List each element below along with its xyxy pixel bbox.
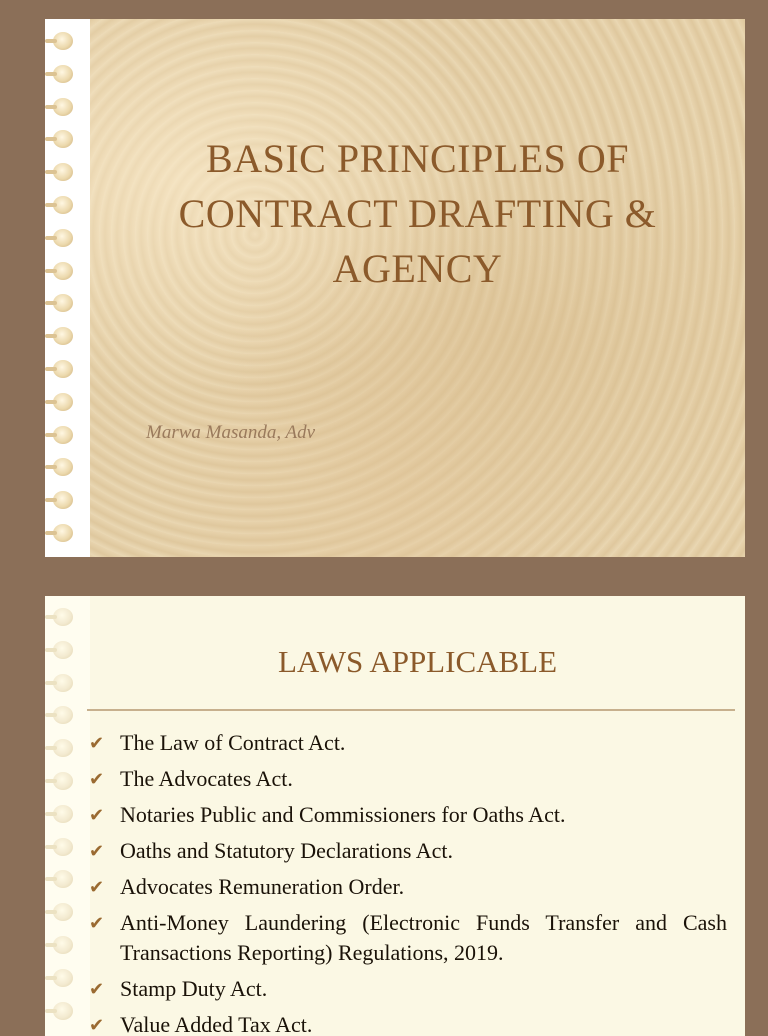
- list-item: [87, 908, 727, 968]
- spiral-binding: [45, 596, 90, 1036]
- list-item: [87, 800, 727, 830]
- law-text: The Advocates Act.: [120, 766, 293, 791]
- checkmark-icon: ✔: [89, 805, 105, 825]
- list-item: [87, 836, 727, 866]
- binding-ring: [53, 491, 73, 509]
- binding-ring: [53, 458, 73, 476]
- binding-ring: [53, 1002, 73, 1020]
- checkmark-icon: ✔: [89, 979, 105, 999]
- binding-ring: [53, 903, 73, 921]
- binding-ring: [53, 739, 73, 757]
- slide-title: LAWS APPLICABLE: [277, 644, 558, 679]
- binding-ring: [53, 426, 73, 444]
- binding-ring: [53, 130, 73, 148]
- binding-ring: [53, 805, 73, 823]
- author-name: Marwa Masanda, Adv: [146, 422, 316, 443]
- law-text: Advocates Remuneration Order.: [120, 874, 405, 899]
- list-item: [87, 764, 727, 794]
- binding-ring: [53, 360, 73, 378]
- binding-ring: [53, 674, 73, 692]
- list-item: [87, 728, 727, 758]
- binding-ring: [53, 393, 73, 411]
- presentation-title: [90, 131, 745, 296]
- binding-ring: [53, 229, 73, 247]
- binding-ring: [53, 838, 73, 856]
- title-line: AGENCY: [332, 246, 503, 291]
- binding-ring: [53, 706, 73, 724]
- checkmark-icon: ✔: [89, 1015, 105, 1035]
- binding-ring: [53, 870, 73, 888]
- laws-list: [87, 728, 727, 1036]
- binding-ring: [53, 262, 73, 280]
- title-slide: [45, 19, 745, 557]
- title-line: BASIC PRINCIPLES OF: [206, 136, 629, 181]
- binding-ring: [53, 65, 73, 83]
- law-text: Stamp Duty Act.: [120, 976, 268, 1001]
- checkmark-icon: ✔: [89, 769, 105, 789]
- binding-ring: [53, 936, 73, 954]
- binding-ring: [53, 608, 73, 626]
- checkmark-icon: ✔: [89, 841, 105, 861]
- list-item: [87, 1010, 727, 1036]
- checkmark-icon: ✔: [89, 877, 105, 897]
- title-line: CONTRACT DRAFTING &: [178, 191, 657, 236]
- laws-slide: [45, 596, 745, 1036]
- law-text: Anti-Money Laundering (Electronic Funds Transfer and Cash Transactions Reporting) Regulations, 2019.: [120, 910, 727, 965]
- checkmark-icon: ✔: [89, 733, 105, 753]
- list-item: [87, 872, 727, 902]
- law-text: Oaths and Statutory Declarations Act.: [120, 838, 453, 863]
- binding-ring: [53, 98, 73, 116]
- binding-ring: [53, 294, 73, 312]
- binding-ring: [53, 327, 73, 345]
- law-text: Notaries Public and Commissioners for Oaths Act.: [120, 802, 566, 827]
- binding-ring: [53, 32, 73, 50]
- binding-ring: [53, 196, 73, 214]
- list-item: [87, 974, 727, 1004]
- law-text: The Law of Contract Act.: [120, 730, 346, 755]
- binding-ring: [53, 772, 73, 790]
- binding-ring: [53, 524, 73, 542]
- law-text: Value Added Tax Act.: [120, 1012, 313, 1036]
- spiral-binding: [45, 19, 90, 557]
- binding-ring: [53, 969, 73, 987]
- binding-ring: [53, 641, 73, 659]
- title-divider: [87, 709, 735, 711]
- binding-ring: [53, 163, 73, 181]
- checkmark-icon: ✔: [89, 913, 105, 933]
